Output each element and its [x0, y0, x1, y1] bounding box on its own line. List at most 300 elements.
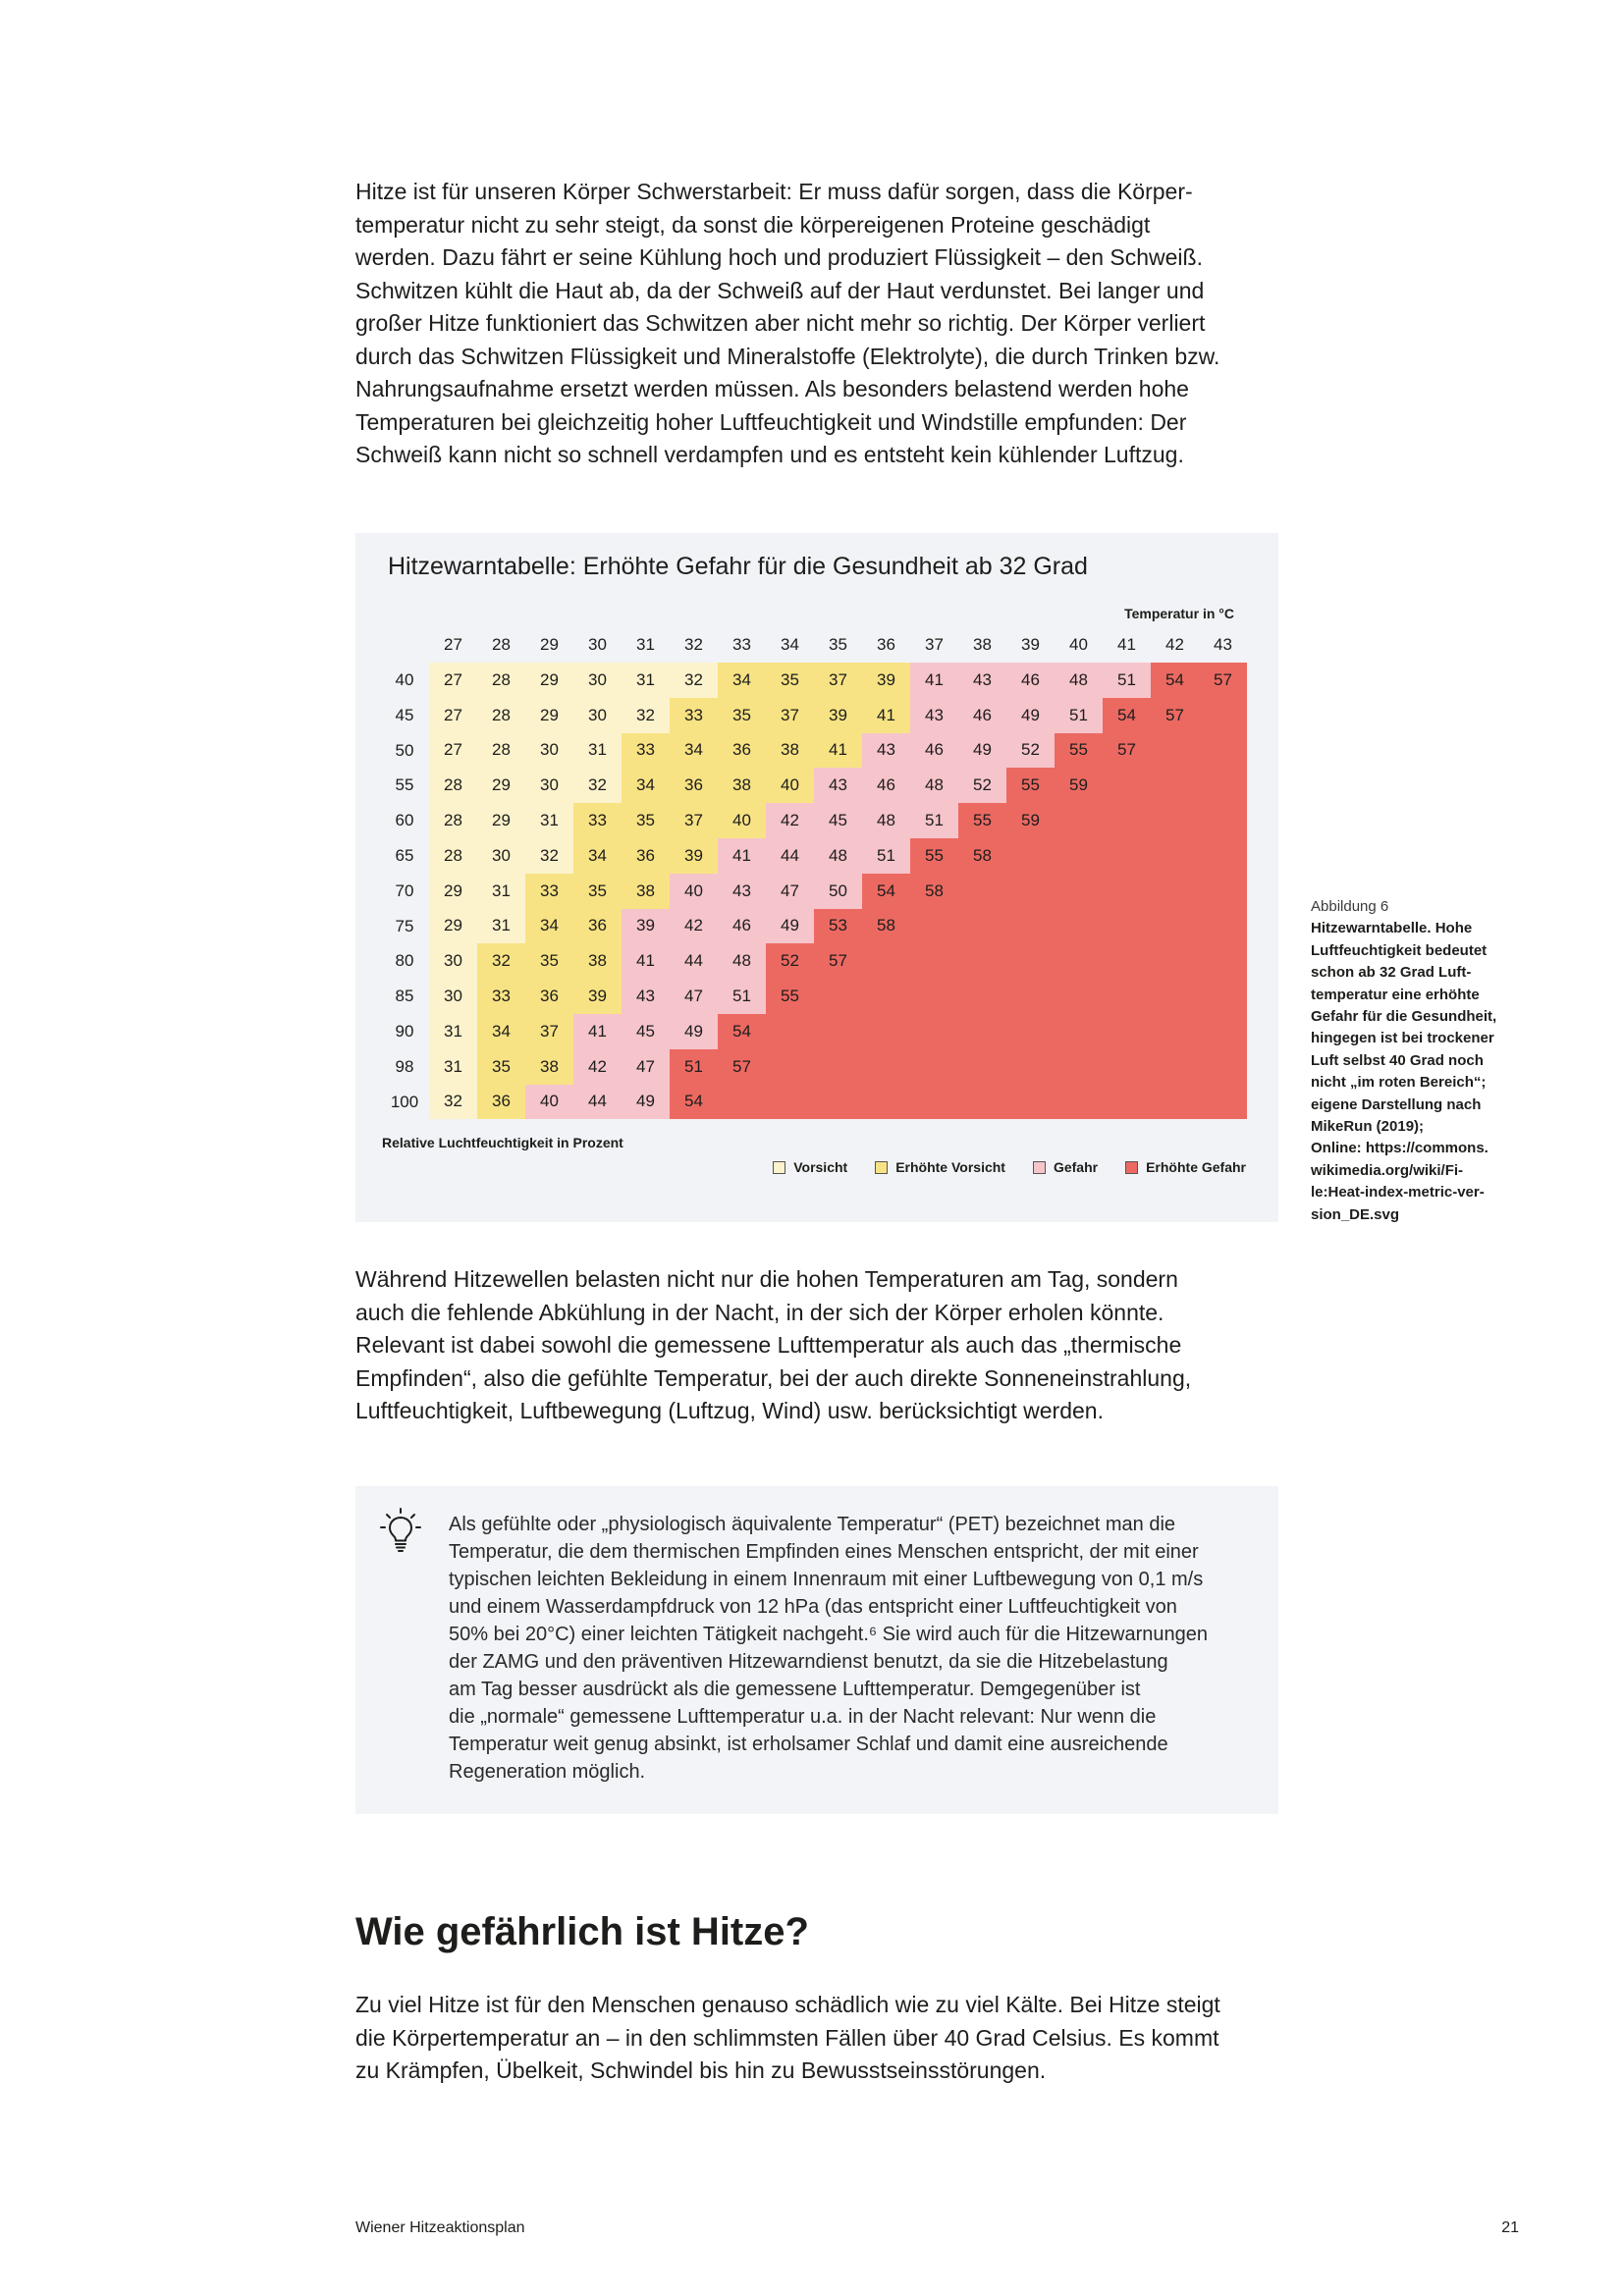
- heat-index-grid: [429, 663, 1247, 1119]
- row-label: 65: [395, 845, 414, 865]
- table-cell: 57: [1151, 698, 1199, 733]
- caption-line: schon ab 32 Grad Luft-: [1311, 964, 1472, 982]
- row-label: 45: [395, 705, 414, 724]
- table-cell: 35: [766, 663, 814, 698]
- row-label: 40: [395, 670, 414, 689]
- table-cell: [1006, 979, 1055, 1014]
- table-cell: [1151, 838, 1199, 874]
- info-line: Temperatur weit genug absinkt, ist erholsamer Schlaf und damit eine ausreichende: [449, 1734, 1168, 1755]
- column-header: 29: [540, 635, 559, 654]
- temperature-column-headers: [429, 632, 1247, 658]
- paragraph-line: Empfinden“, also die gefühlte Temperatur, bei der auch direkte Sonneneinstrahlung,: [355, 1364, 1192, 1391]
- table-cell: [1151, 803, 1199, 838]
- column-header: 41: [1117, 635, 1136, 654]
- table-cell: [1199, 1014, 1247, 1049]
- table-cell: [1006, 943, 1055, 979]
- table-cell: [1151, 733, 1199, 769]
- table-cell: 33: [477, 979, 525, 1014]
- table-cell: [910, 1049, 958, 1085]
- table-cell: [1055, 838, 1103, 874]
- table-cell: 49: [670, 1014, 718, 1049]
- table-cell: 27: [429, 733, 477, 769]
- caption-line: le:Heat-index-metric-ver-: [1311, 1184, 1485, 1201]
- table-cell: 47: [766, 874, 814, 909]
- table-cell: 27: [429, 663, 477, 698]
- info-line: der ZAMG und den präventiven Hitzewarndienst benutzt, da sie die Hitzebelastung: [449, 1651, 1168, 1673]
- intro-paragraph: [355, 176, 1273, 472]
- table-cell: 31: [622, 663, 670, 698]
- caption-line: nicht „im roten Bereich“;: [1311, 1074, 1487, 1092]
- column-header: 35: [829, 635, 847, 654]
- table-cell: 36: [718, 733, 766, 769]
- paragraph-line: auch die fehlende Abkühlung in der Nacht, in der sich der Körper erholen könnte.: [355, 1299, 1164, 1325]
- table-cell: [1151, 768, 1199, 803]
- section-line: die Körpertemperatur an – in den schlimmsten Fällen über 40 Grad Celsius. Es kommt: [355, 2024, 1219, 2051]
- table-cell: [1055, 943, 1103, 979]
- table-cell: 32: [477, 943, 525, 979]
- table-cell: 55: [1006, 768, 1055, 803]
- table-cell: 53: [814, 909, 862, 944]
- paragraph-line: Während Hitzewellen belasten nicht nur die hohen Temperaturen am Tag, sondern: [355, 1266, 1178, 1292]
- row-label: 70: [395, 881, 414, 900]
- table-cell: 37: [670, 803, 718, 838]
- table-cell: 42: [670, 909, 718, 944]
- table-cell: 58: [862, 909, 910, 944]
- table-cell: 55: [910, 838, 958, 874]
- table-cell: 30: [429, 943, 477, 979]
- row-label: 100: [390, 1092, 419, 1111]
- table-cell: 39: [862, 663, 910, 698]
- table-cell: 39: [814, 698, 862, 733]
- table-cell: 59: [1055, 768, 1103, 803]
- table-cell: 39: [622, 909, 670, 944]
- column-header: 36: [877, 635, 895, 654]
- table-cell: 32: [622, 698, 670, 733]
- column-header: 30: [588, 635, 607, 654]
- section-heading: Wie gefährlich ist Hitze?: [355, 1910, 809, 1953]
- table-cell: [1055, 874, 1103, 909]
- table-cell: [1055, 1049, 1103, 1085]
- table-cell: 44: [766, 838, 814, 874]
- column-header: 28: [492, 635, 511, 654]
- section-line: zu Krämpfen, Übelkeit, Schwindel bis hin zu Bewusstseinsstörungen.: [355, 2057, 1047, 2083]
- table-cell: 51: [862, 838, 910, 874]
- caption-line: Gefahr für die Gesundheit,: [1311, 1008, 1497, 1026]
- table-cell: [1199, 838, 1247, 874]
- table-cell: 51: [1055, 698, 1103, 733]
- table-cell: 30: [573, 698, 622, 733]
- table-cell: [958, 943, 1006, 979]
- table-cell: [766, 1085, 814, 1120]
- table-cell: 54: [862, 874, 910, 909]
- table-cell: [1103, 768, 1151, 803]
- section-paragraph: [355, 1989, 1273, 2088]
- row-label: 60: [395, 811, 414, 830]
- table-cell: 33: [670, 698, 718, 733]
- table-cell: [1006, 1049, 1055, 1085]
- table-cell: 41: [910, 663, 958, 698]
- table-cell: [958, 1085, 1006, 1120]
- table-cell: 36: [573, 909, 622, 944]
- caption-line: temperatur eine erhöhte: [1311, 986, 1480, 1003]
- column-header: 39: [1021, 635, 1040, 654]
- table-cell: [910, 943, 958, 979]
- table-cell: 55: [958, 803, 1006, 838]
- intro-line: temperatur nicht zu sehr steigt, da sonst die körpereigenen Proteine geschädigt: [355, 211, 1151, 238]
- table-cell: 43: [958, 663, 1006, 698]
- column-header: 34: [781, 635, 799, 654]
- table-cell: 35: [477, 1049, 525, 1085]
- table-cell: 50: [814, 874, 862, 909]
- table-cell: [862, 979, 910, 1014]
- table-cell: 46: [910, 733, 958, 769]
- humidity-row-labels: [381, 663, 428, 1119]
- table-cell: 30: [525, 733, 573, 769]
- table-cell: 31: [477, 874, 525, 909]
- column-header: 33: [732, 635, 751, 654]
- table-cell: 52: [958, 768, 1006, 803]
- table-cell: 35: [622, 803, 670, 838]
- table-cell: 36: [670, 768, 718, 803]
- table-cell: 29: [525, 698, 573, 733]
- legend-label: Vorsicht: [793, 1159, 848, 1175]
- table-cell: 38: [573, 943, 622, 979]
- table-cell: 42: [573, 1049, 622, 1085]
- row-label: 50: [395, 740, 414, 760]
- table-cell: 31: [429, 1049, 477, 1085]
- table-cell: [1199, 1049, 1247, 1085]
- table-cell: 38: [525, 1049, 573, 1085]
- table-cell: [1151, 909, 1199, 944]
- table-cell: 28: [477, 698, 525, 733]
- table-cell: 29: [477, 803, 525, 838]
- table-cell: [910, 909, 958, 944]
- row-label: 98: [395, 1056, 414, 1076]
- table-cell: 31: [429, 1014, 477, 1049]
- table-cell: [958, 909, 1006, 944]
- table-cell: [1199, 1085, 1247, 1120]
- table-cell: 33: [622, 733, 670, 769]
- table-cell: 46: [862, 768, 910, 803]
- lightbulb-icon: [379, 1507, 422, 1554]
- legend: [773, 1157, 1246, 1177]
- column-header: 38: [973, 635, 992, 654]
- table-cell: 41: [814, 733, 862, 769]
- legend-item: [1033, 1157, 1098, 1177]
- info-line: und einem Wasserdampfdruck von 12 hPa (das entspricht einer Luftfeuchtigkeit von: [449, 1596, 1177, 1618]
- table-cell: [862, 1014, 910, 1049]
- table-cell: 37: [814, 663, 862, 698]
- table-cell: 40: [718, 803, 766, 838]
- table-cell: [814, 1014, 862, 1049]
- table-cell: [1055, 803, 1103, 838]
- table-cell: 58: [910, 874, 958, 909]
- table-cell: 32: [429, 1085, 477, 1120]
- table-cell: 35: [718, 698, 766, 733]
- table-cell: 31: [477, 909, 525, 944]
- table-cell: 37: [525, 1014, 573, 1049]
- column-header: 42: [1165, 635, 1184, 654]
- table-cell: 30: [429, 979, 477, 1014]
- table-cell: [958, 874, 1006, 909]
- page-number: 21: [1501, 2219, 1519, 2236]
- table-cell: 59: [1006, 803, 1055, 838]
- table-cell: [910, 979, 958, 1014]
- table-cell: 54: [1151, 663, 1199, 698]
- table-cell: 42: [766, 803, 814, 838]
- caption-line: hingegen ist bei trockener: [1311, 1030, 1494, 1047]
- table-cell: 47: [622, 1049, 670, 1085]
- intro-line: Nahrungsaufnahme ersetzt werden müssen. Als besonders belastend werden hohe: [355, 376, 1189, 401]
- table-cell: 57: [1103, 733, 1151, 769]
- table-cell: 27: [429, 698, 477, 733]
- table-cell: [1103, 909, 1151, 944]
- table-cell: 29: [429, 874, 477, 909]
- table-cell: 51: [1103, 663, 1151, 698]
- table-cell: [1006, 1085, 1055, 1120]
- table-cell: 43: [622, 979, 670, 1014]
- table-cell: 45: [814, 803, 862, 838]
- table-cell: 35: [573, 874, 622, 909]
- table-cell: 39: [670, 838, 718, 874]
- table-cell: 32: [670, 663, 718, 698]
- table-cell: 52: [766, 943, 814, 979]
- table-cell: [1006, 838, 1055, 874]
- table-cell: 41: [573, 1014, 622, 1049]
- info-line: am Tag besser ausdrückt als die gemessene Lufttemperatur. Demgegenüber ist: [449, 1679, 1141, 1700]
- table-cell: 46: [958, 698, 1006, 733]
- table-cell: 40: [525, 1085, 573, 1120]
- table-cell: 31: [525, 803, 573, 838]
- table-cell: [862, 1085, 910, 1120]
- table-cell: [1199, 909, 1247, 944]
- row-label: 55: [395, 775, 414, 795]
- legend-item: [875, 1157, 1005, 1177]
- table-cell: [958, 1049, 1006, 1085]
- table-cell: [814, 1085, 862, 1120]
- table-cell: 31: [573, 733, 622, 769]
- section-line: Zu viel Hitze ist für den Menschen genauso schädlich wie zu viel Kälte. Bei Hitze steigt: [355, 1992, 1220, 2017]
- table-cell: 58: [958, 838, 1006, 874]
- caption-line: wikimedia.org/wiki/Fi-: [1311, 1161, 1464, 1179]
- table-cell: 41: [622, 943, 670, 979]
- table-cell: [1199, 979, 1247, 1014]
- table-cell: 28: [477, 733, 525, 769]
- caption-line: Online: https://commons.: [1311, 1140, 1489, 1157]
- intro-line: Schwitzen kühlt die Haut ab, da der Schweiß auf der Haut verdunstet. Bei langer und: [355, 277, 1205, 303]
- table-cell: [958, 979, 1006, 1014]
- table-cell: [1006, 909, 1055, 944]
- legend-swatch: [875, 1161, 888, 1174]
- table-cell: 39: [573, 979, 622, 1014]
- table-cell: [1103, 1049, 1151, 1085]
- table-cell: [1151, 1085, 1199, 1120]
- column-header: 43: [1214, 635, 1232, 654]
- table-cell: 28: [477, 663, 525, 698]
- table-cell: 30: [525, 768, 573, 803]
- table-cell: 36: [477, 1085, 525, 1120]
- table-cell: 55: [766, 979, 814, 1014]
- table-cell: 48: [718, 943, 766, 979]
- table-cell: 33: [573, 803, 622, 838]
- table-cell: 43: [814, 768, 862, 803]
- table-cell: 32: [525, 838, 573, 874]
- table-cell: 41: [718, 838, 766, 874]
- paragraph-line: Relevant ist dabei sowohl die gemessene Lufttemperatur als auch das „thermische: [355, 1332, 1182, 1358]
- table-cell: 38: [718, 768, 766, 803]
- table-cell: 43: [910, 698, 958, 733]
- table-cell: 28: [429, 768, 477, 803]
- column-header: 37: [925, 635, 944, 654]
- table-cell: [718, 1085, 766, 1120]
- table-cell: 54: [718, 1014, 766, 1049]
- table-cell: 57: [814, 943, 862, 979]
- figure-caption: [1311, 896, 1522, 1226]
- column-header: 40: [1069, 635, 1088, 654]
- temperature-axis-label: Temperatur in °C: [1124, 606, 1234, 621]
- table-cell: [1151, 874, 1199, 909]
- table-cell: [1151, 979, 1199, 1014]
- caption-text: [1311, 918, 1522, 1226]
- table-cell: [1199, 698, 1247, 733]
- column-header: 32: [684, 635, 703, 654]
- info-line: 50% bei 20°C) einer leichten Tätigkeit nachgeht.⁶ Sie wird auch für die Hitzewarnungen: [449, 1624, 1208, 1645]
- table-cell: 32: [573, 768, 622, 803]
- row-label: 75: [395, 916, 414, 935]
- table-cell: 55: [1055, 733, 1103, 769]
- legend-swatch: [1033, 1161, 1046, 1174]
- table-cell: 37: [766, 698, 814, 733]
- table-cell: 30: [477, 838, 525, 874]
- table-cell: 30: [573, 663, 622, 698]
- table-cell: 29: [477, 768, 525, 803]
- table-cell: [1103, 803, 1151, 838]
- table-cell: [1103, 1085, 1151, 1120]
- row-label: 80: [395, 951, 414, 971]
- table-cell: [862, 943, 910, 979]
- table-cell: 44: [670, 943, 718, 979]
- table-cell: 45: [622, 1014, 670, 1049]
- intro-line: werden. Dazu fährt er seine Kühlung hoch und produziert Flüssigkeit – den Schweiß.: [355, 244, 1203, 270]
- table-cell: 51: [910, 803, 958, 838]
- table-cell: 28: [429, 838, 477, 874]
- table-cell: 57: [1199, 663, 1247, 698]
- info-box: [355, 1486, 1278, 1814]
- info-line: Regeneration möglich.: [449, 1761, 646, 1783]
- table-cell: 51: [718, 979, 766, 1014]
- row-label: 90: [395, 1021, 414, 1041]
- table-cell: [1199, 874, 1247, 909]
- paragraph-line: Luftfeuchtigkeit, Luftbewegung (Luftzug, Wind) usw. berücksichtigt werden.: [355, 1398, 1104, 1423]
- table-cell: 57: [718, 1049, 766, 1085]
- table-cell: 51: [670, 1049, 718, 1085]
- column-header: 31: [636, 635, 655, 654]
- table-cell: 40: [670, 874, 718, 909]
- info-line: Als gefühlte oder „physiologisch äquivalente Temperatur“ (PET) bezeichnet man die: [449, 1514, 1176, 1535]
- table-cell: 48: [910, 768, 958, 803]
- caption-line: Luftfeuchtigkeit bedeutet: [1311, 941, 1488, 959]
- legend-item: [1125, 1157, 1246, 1177]
- table-cell: 34: [477, 1014, 525, 1049]
- legend-label: Erhöhte Vorsicht: [895, 1159, 1005, 1175]
- info-line: die „normale“ gemessene Lufttemperatur u.a. in der Nacht relevant: Nur wenn die: [449, 1706, 1157, 1728]
- legend-label: Erhöhte Gefahr: [1146, 1159, 1246, 1175]
- legend-swatch: [1125, 1161, 1138, 1174]
- legend-item: [773, 1157, 847, 1177]
- humidity-axis-label: Relative Luchtfeuchtigkeit in Prozent: [382, 1135, 623, 1150]
- table-cell: 54: [670, 1085, 718, 1120]
- table-cell: [862, 1049, 910, 1085]
- table-cell: [1055, 909, 1103, 944]
- caption-label: Abbildung 6: [1311, 898, 1389, 915]
- intro-line: Hitze ist für unseren Körper Schwerstarbeit: Er muss dafür sorgen, dass die Körper-: [355, 179, 1193, 204]
- info-line: typischen leichten Bekleidung in einem Innenraum mit einer Luftbewegung von 0,1 m/s: [449, 1569, 1204, 1590]
- table-cell: 49: [622, 1085, 670, 1120]
- table-cell: 34: [573, 838, 622, 874]
- table-cell: [1103, 838, 1151, 874]
- info-line: Temperatur, die dem thermischen Empfinden eines Menschen entspricht, der mit einer: [449, 1541, 1199, 1563]
- table-cell: [1199, 943, 1247, 979]
- caption-line: sion_DE.svg: [1311, 1205, 1400, 1223]
- table-cell: 46: [1006, 663, 1055, 698]
- table-cell: 46: [718, 909, 766, 944]
- second-paragraph: [355, 1263, 1273, 1428]
- table-cell: 48: [862, 803, 910, 838]
- table-cell: 34: [718, 663, 766, 698]
- table-cell: [1055, 979, 1103, 1014]
- row-label: 85: [395, 987, 414, 1006]
- table-cell: 38: [766, 733, 814, 769]
- table-cell: [1151, 943, 1199, 979]
- table-cell: [814, 1049, 862, 1085]
- table-cell: [1055, 1014, 1103, 1049]
- table-cell: 36: [525, 979, 573, 1014]
- table-cell: [1103, 979, 1151, 1014]
- table-cell: [1103, 874, 1151, 909]
- table-cell: 33: [525, 874, 573, 909]
- table-cell: [1103, 1014, 1151, 1049]
- table-cell: 38: [622, 874, 670, 909]
- table-cell: [1151, 1014, 1199, 1049]
- table-cell: 54: [1103, 698, 1151, 733]
- table-cell: 48: [814, 838, 862, 874]
- caption-line: Luft selbst 40 Grad noch: [1311, 1051, 1484, 1069]
- table-cell: 34: [622, 768, 670, 803]
- table-cell: 40: [766, 768, 814, 803]
- table-cell: [1199, 768, 1247, 803]
- table-cell: 28: [429, 803, 477, 838]
- table-cell: 44: [573, 1085, 622, 1120]
- table-cell: [1199, 803, 1247, 838]
- table-cell: [1151, 1049, 1199, 1085]
- table-cell: 52: [1006, 733, 1055, 769]
- legend-swatch: [773, 1161, 785, 1174]
- table-cell: [910, 1085, 958, 1120]
- table-cell: [1199, 733, 1247, 769]
- table-cell: 29: [525, 663, 573, 698]
- intro-line: Schweiß kann nicht so schnell verdampfen und es entsteht kein kühlender Luftzug.: [355, 442, 1184, 467]
- column-header: 27: [444, 635, 462, 654]
- table-cell: 41: [862, 698, 910, 733]
- table-cell: 34: [525, 909, 573, 944]
- figure-title: Hitzewarntabelle: Erhöhte Gefahr für die Gesundheit ab 32 Grad: [388, 553, 1088, 580]
- table-cell: [1006, 1014, 1055, 1049]
- heat-warning-figure: [355, 533, 1278, 1222]
- table-cell: [1006, 874, 1055, 909]
- intro-line: Temperaturen bei gleichzeitig hoher Luftfeuchtigkeit und Windstille empfunden: Der: [355, 408, 1187, 435]
- table-cell: 49: [766, 909, 814, 944]
- caption-line: MikeRun (2019);: [1311, 1118, 1425, 1136]
